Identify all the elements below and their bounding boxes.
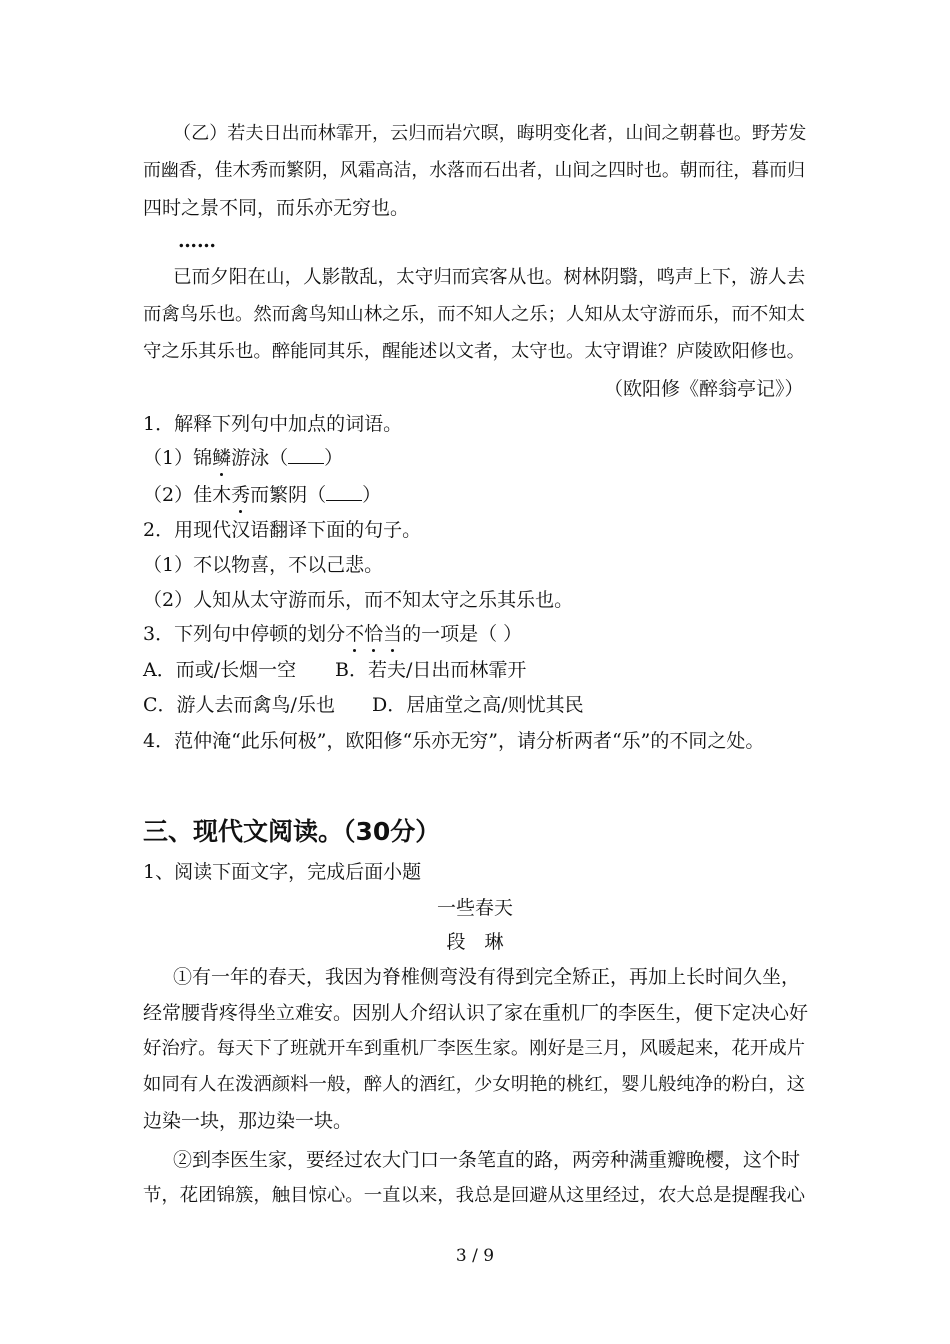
q3-stem xyxy=(143,622,522,646)
passage-source: （欧阳修《醉翁亭记》） xyxy=(604,378,804,400)
q2-title: 2．用现代汉语翻译下面的句子。 xyxy=(143,519,422,541)
q3-stem-pre: 3．下列句中停顿的划分 xyxy=(143,623,346,645)
q3-option-c: C．游人去而禽鸟/乐也 xyxy=(143,694,335,716)
q3-option-b: B．若夫/日出而林霏开 xyxy=(335,659,527,681)
paragraph-1-line-3: 好治疗。每天下了班就开车到重机厂李医生家。刚好是三月，风暖起来，花开成片 xyxy=(143,1038,806,1059)
paragraph-2-line-2: 节，花团锦簇，触目惊心。一直以来，我总是回避从这里经过，农大总是提醒我心 xyxy=(143,1185,806,1206)
q3-dotted-char-2: 恰 xyxy=(364,623,384,645)
q1-item-1-close: ） xyxy=(324,447,344,469)
q1-title: 1．解释下列句中加点的词语。 xyxy=(143,413,403,435)
q2-item-1: （1）不以物喜，不以己悲。 xyxy=(143,554,384,576)
q3-dotted-char-3: 当 xyxy=(383,623,403,645)
q1-item-1 xyxy=(143,446,343,470)
q3-stem-post: 的一项是（ ） xyxy=(402,623,523,645)
section-instruction: 1、阅读下面文字，完成后面小题 xyxy=(143,861,422,883)
paragraph-2-line-1: ②到李医生家，要经过农大门口一条笔直的路，两旁种满重瓣晚樱，这个时 xyxy=(173,1149,801,1171)
paragraph-1-line-1: ①有一年的春天，我因为脊椎侧弯没有得到完全矫正，再加上长时间久坐， xyxy=(173,966,801,988)
passage-line-3: 四时之景不同，而乐亦无穷也。 xyxy=(143,197,410,219)
passage-line-4: 已而夕阳在山，人影散乱，太守归而宾客从也。树林阴翳，鸣声上下，游人去 xyxy=(173,267,806,288)
q1-item-2-answer-blank[interactable] xyxy=(326,483,362,501)
passage-line-5: 而禽鸟乐也。然而禽鸟知山林之乐，而不知人之乐；人知从太守游而乐，而不知太 xyxy=(143,304,806,325)
q1-item-1-answer-blank[interactable] xyxy=(288,446,324,464)
q3-dotted-char-1: 不 xyxy=(345,623,365,645)
q1-item-2-post: 而繁阴（ xyxy=(250,484,327,506)
paragraph-1-line-2: 经常腰背疼得坐立难安。因别人介绍认识了家在重机厂的李医生，便下定决心好 xyxy=(143,1002,809,1024)
q2-item-2: （2）人知从太守游而乐，而不知太守之乐其乐也。 xyxy=(143,589,574,611)
q1-item-2-dotted-word: 秀 xyxy=(231,484,251,506)
passage-ellipsis: …… xyxy=(178,230,216,252)
page-number: 3 / 9 xyxy=(455,1246,495,1266)
q4-text: 4．范仲淹“此乐何极”，欧阳修“乐亦无穷”，请分析两者“乐”的不同之处。 xyxy=(143,730,765,752)
q1-item-2-pre: （2）佳木 xyxy=(143,484,232,506)
q3-option-a: A．而或/长烟一空 xyxy=(143,659,297,681)
q1-item-1-post: 游泳（ xyxy=(231,447,289,469)
q1-item-1-pre: （1）锦 xyxy=(143,447,213,469)
q1-item-1-dotted-word: 鳞 xyxy=(212,447,232,469)
article-title: 一些春天 xyxy=(436,897,513,919)
paragraph-1-line-4: 如同有人在泼洒颜料一般，醉人的酒红，少女明艳的桃红，婴儿般纯净的粉白，这 xyxy=(143,1074,806,1095)
section-heading: 三、现代文阅读。（30分） xyxy=(143,817,441,846)
paragraph-1-line-5: 边染一块，那边染一块。 xyxy=(143,1110,353,1132)
q1-item-2-close: ） xyxy=(362,484,382,506)
passage-line-1: （乙）若夫日出而林霏开，云归而岩穴暝，晦明变化者，山间之朝暮也。野芳发 xyxy=(173,123,807,144)
passage-line-6: 守之乐其乐也。醉能同其乐，醒能述以文者，太守也。太守谓谁？庐陵欧阳修也。 xyxy=(143,341,806,362)
passage-line-2: 而幽香，佳木秀而繁阴，风霜高洁，水落而石出者，山间之四时也。朝而往，暮而归 xyxy=(143,160,805,181)
q1-item-2 xyxy=(143,483,381,507)
q3-option-d: D．居庙堂之高/则忧其民 xyxy=(372,694,584,716)
article-author: 段 琳 xyxy=(446,931,504,953)
